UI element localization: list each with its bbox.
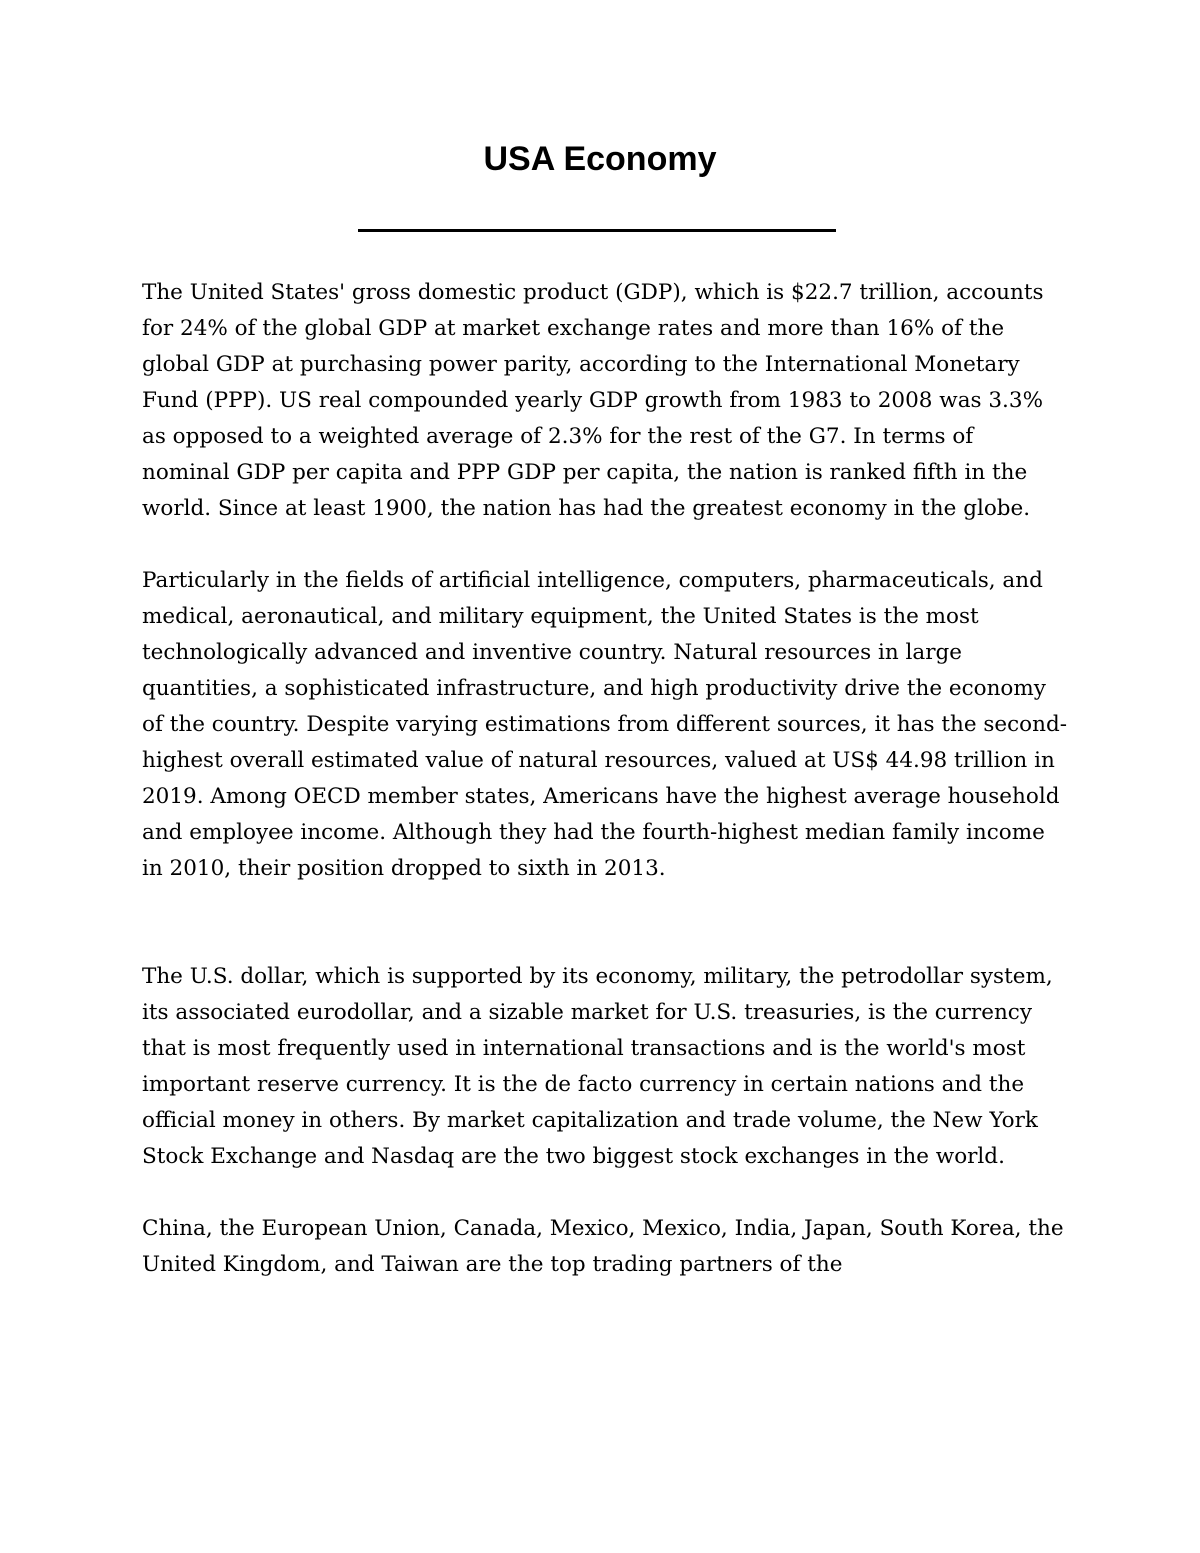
paragraph-technology: Particularly in the fields of artificial intelligence, computers, pharmaceuticals, and medical, aeronautical, and military equipment, the United States is the most technologically advanced and inventive country. Natural resources in large quantities, a sophisticated infrastructure, and high productivity drive the economy of the country. Despite varying estimations from different sources, it has the second-highest overall estimated value of natural resources, valued at US$ 44.98 trillion in 2019. Among OECD member states, Americans have the highest average household and employee income. Although they had the fourth-highest median family income in 2010, their position dropped to sixth in 2013. xyxy=(142,568,1068,881)
title-divider xyxy=(358,229,836,232)
paragraph-dollar: The U.S. dollar, which is supported by its economy, military, the petrodollar system, its associated eurodollar, and a sizable market for U.S. treasuries, is the currency that is most frequently used in international transactions and is the world's most important reserve currency. It is the de facto currency in certain nations and the official money in others. By market capitalization and trade volume, the New York Stock Exchange and Nasdaq are the two biggest stock exchanges in the world. xyxy=(142,964,1053,1169)
paragraph-trading-partners: China, the European Union, Canada, Mexico, Mexico, India, Japan, South Korea, the United Kingdom, and Taiwan are the top trading partners of the xyxy=(142,1216,1064,1277)
paragraph-gdp: The United States' gross domestic product (GDP), which is $22.7 trillion, accounts for 24% of the global GDP at market exchange rates and more than 16% of the global GDP at purchasing power parity, according to the International Monetary Fund (PPP). US real compounded yearly GDP growth from 1983 to 2008 was 3.3% as opposed to a weighted average of 2.3% for the rest of the G7. In terms of nominal GDP per capita and PPP GDP per capita, the nation is ranked fifth in the world. Since at least 1900, the nation has had the greatest economy in the globe. xyxy=(142,280,1044,521)
page-title: USA Economy xyxy=(483,140,717,178)
document-body xyxy=(142,275,1067,1283)
